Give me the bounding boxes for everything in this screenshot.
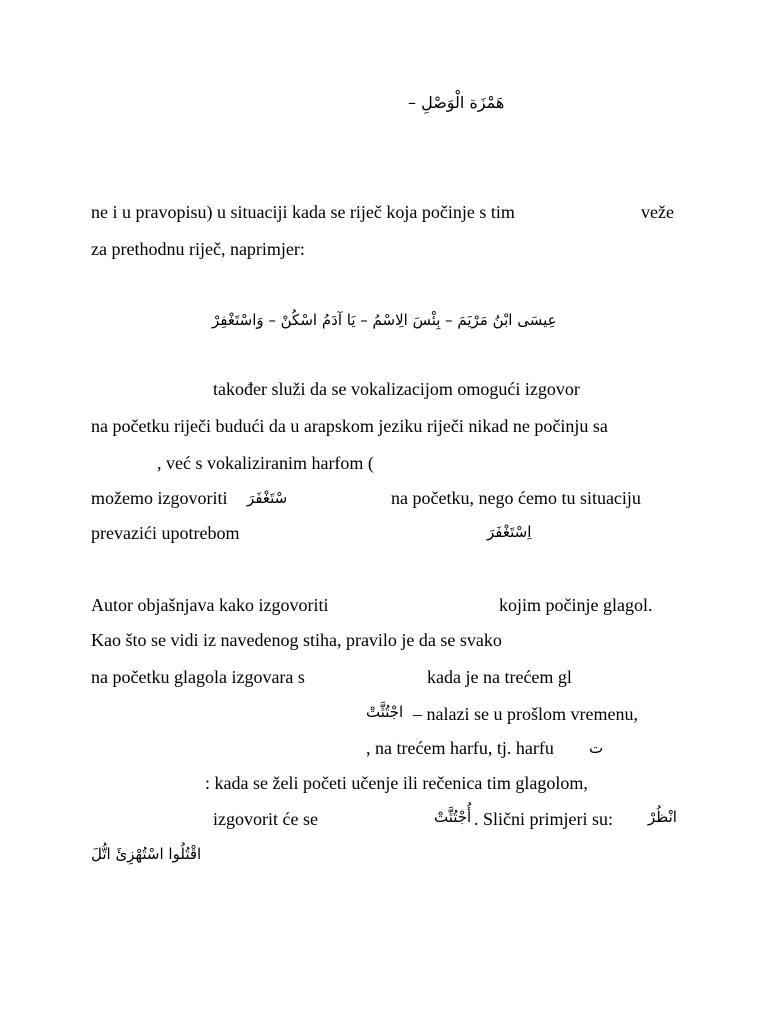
para2-line3: , već s vokaliziranim harfom ( bbox=[157, 453, 374, 473]
para2-line5-left: prevazići upotrebom bbox=[91, 523, 240, 543]
para3-line7-mid: . Slični primjeri su: bbox=[474, 809, 613, 829]
para3-line8-arabic: اقْتُلُوا اسْتُهْزِئَ اتُّلَ bbox=[91, 845, 202, 863]
para3-line1-right: kojim počinje glagol. bbox=[499, 595, 653, 615]
para2-line5-arabic: اِسْتَغْفَرَ bbox=[487, 523, 532, 541]
para1-line2: za prethodnu riječ, naprimjer: bbox=[91, 239, 305, 259]
arabic-examples: عِيسَى ابْنُ مَرْيَمَ – بِئْسَ الِاسْمُ – يَا آدَمُ اسْكُنْ – وَاسْتَغْفِرْ bbox=[212, 311, 557, 329]
para1-line1-left: ne i u pravopisu) u situaciji kada se riječ koja počinje s tim bbox=[91, 202, 515, 222]
para3-line7-arabic2: انْظُرْ bbox=[648, 808, 677, 826]
para2-line2: na početku riječi budući da u arapskom jeziku riječi nikad ne počinju sa bbox=[91, 416, 608, 436]
para2-line4-right: na početku, nego ćemo tu situaciju bbox=[391, 488, 641, 508]
arabic-title: هَمْزَة الْوَصْلِ – bbox=[408, 93, 505, 112]
para2-line1: također služi da se vokalizacijom omogući izgovor bbox=[213, 379, 580, 399]
para3-line3-right: kada je na trećem gl bbox=[427, 667, 572, 687]
para3-line3-left: na početku glagola izgovara s bbox=[91, 667, 305, 687]
para3-line4-right: – nalazi se u prošlom vremenu, bbox=[413, 704, 638, 724]
para3-line7-arabic: أُجْتُثَّتْ bbox=[434, 808, 472, 826]
para2-line4-arabic: سْتَغْفَرَ bbox=[247, 489, 288, 507]
para3-line5-left: , na trećem harfu, tj. harfu bbox=[366, 738, 554, 758]
para3-line5-arabic: ت bbox=[589, 739, 604, 757]
para3-line4-arabic: اجْتُثَّتْ bbox=[366, 703, 404, 721]
para3-line2: Kao što se vidi iz navedenog stiha, pravilo je da se svako bbox=[91, 630, 502, 650]
para2-line4-left: možemo izgovoriti bbox=[91, 488, 228, 508]
para3-line7-left: izgovorit će se bbox=[213, 809, 318, 829]
para3-line1-left: Autor objašnjava kako izgovoriti bbox=[91, 595, 329, 615]
para1-line1-right: veže bbox=[641, 202, 674, 222]
para3-line6: : kada se želi početi učenje ili rečenica tim glagolom, bbox=[205, 773, 588, 793]
